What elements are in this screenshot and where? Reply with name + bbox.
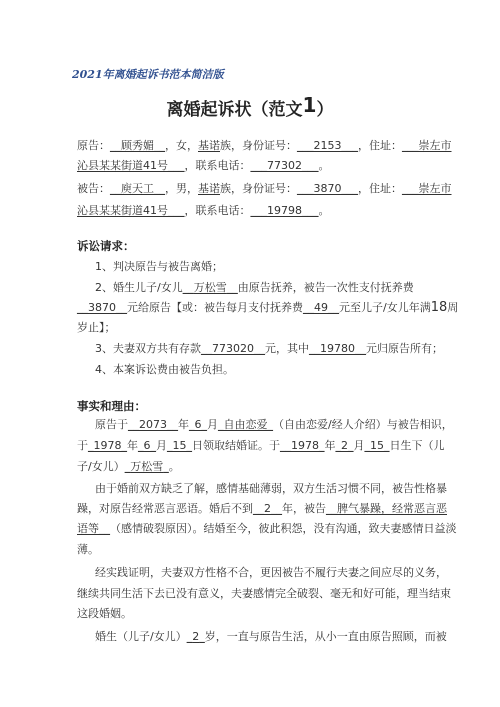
facts-p1-line2: 于_1978_年_6_月_15_日领取结婚证。于__1978_年_2_月_15_日生下（儿 bbox=[77, 439, 445, 452]
birth-day: _15_ bbox=[364, 439, 390, 452]
title-text: 离婚起诉状（范文 bbox=[166, 100, 303, 120]
defendant-ethnicity: 基诺 bbox=[198, 182, 220, 195]
facts-p2-line1: 由于婚前双方缺乏了解，感情基础薄弱，双方生活习惯不同，被告性格暴 bbox=[95, 482, 447, 495]
facts-heading: 事实和理由： bbox=[77, 399, 146, 413]
support-age: 18 bbox=[430, 300, 448, 315]
plaintiff-line-2: 沁县某某街道41号___，联系电话：___77302___。 bbox=[77, 159, 330, 172]
document-header: 2021年离婚起诉书范本简洁版 bbox=[72, 68, 224, 81]
defendant-gender: 男 bbox=[176, 182, 187, 195]
reg-month: _6_ bbox=[138, 439, 156, 452]
facts-p1-line1: 原告于__2073__年_6_月_自由恋爱_（自由恋爱/经人介绍）与被告相识， bbox=[95, 418, 453, 431]
facts-p3-line1: 经实践证明，夫妻双方性格不合，更因被告不履行夫妻之间应尽的义务， bbox=[95, 566, 447, 579]
claim-item-2-end: 岁止】； bbox=[77, 321, 116, 334]
deposit-share: __19780__ bbox=[309, 342, 366, 355]
plaintiff-phone: ___77302___ bbox=[250, 159, 319, 172]
defendant-address-a: ___崇左市 bbox=[402, 182, 452, 195]
child-age: _2_ bbox=[186, 630, 205, 643]
meet-year: __2073__ bbox=[128, 418, 178, 431]
facts-p3-line2: 继续共同生活下去已没有意义，夫妻感情完全破裂、毫无和好可能，理当结束 bbox=[77, 587, 451, 600]
meet-month: _6_ bbox=[189, 418, 207, 431]
bad-behavior: __脾气暴躁，经常恶言恶 bbox=[326, 502, 447, 515]
years-after-marriage: __2__ bbox=[253, 502, 282, 515]
birth-month: _2_ bbox=[335, 439, 354, 452]
facts-child-name: _万松雪_ bbox=[124, 460, 169, 473]
bad-behavior-cont: 语等__ bbox=[77, 522, 110, 535]
birth-year: __1978_ bbox=[280, 439, 325, 452]
plaintiff-line-1: 原告：__顾秀媚__，女，基诺族，身份证号：___2153___，住址：___崇左市 bbox=[77, 139, 452, 152]
claim-item-3: 3、夫妻双方共有存款__773020__元，其中__19780__元归原告所有； bbox=[95, 342, 443, 355]
defendant-name: __庾天工__ bbox=[110, 182, 165, 195]
title-number: 1 bbox=[302, 93, 317, 117]
title-close: ） bbox=[316, 100, 334, 120]
deposit-total: __773020__ bbox=[201, 342, 265, 355]
reg-day: _15_ bbox=[167, 439, 192, 452]
defendant-phone: ___19798___ bbox=[250, 204, 319, 217]
defendant-line-2: 沁县某某街道41号___，联系电话：___19798___。 bbox=[77, 204, 330, 217]
facts-p2-line3: 语等__（感情破裂原因）。结婚至今，彼此积怨，没有沟通，致夫妻感情日益淡 bbox=[77, 522, 457, 535]
reg-year: _1978_ bbox=[88, 439, 127, 452]
claim-item-1: 1、判决原告与被告离婚； bbox=[95, 260, 223, 273]
support-total: __3870__ bbox=[77, 301, 127, 314]
plaintiff-id: ___2153___ bbox=[297, 139, 358, 152]
plaintiff-address-b: 沁县某某街道41号___ bbox=[77, 159, 185, 172]
claim-item-4: 4、本案诉讼费由被告负担。 bbox=[95, 363, 234, 376]
defendant-address-b: 沁县某某街道41号___ bbox=[77, 204, 185, 217]
claim-item-2-cont: __3870__元给原告【或：被告每月支付抚养费__49__元至儿子/女儿年满18周 bbox=[77, 300, 459, 315]
plaintiff-address-a: ___崇左市 bbox=[402, 139, 452, 152]
plaintiff-name: __顾秀媚__ bbox=[110, 139, 165, 152]
claims-heading: 诉讼请求： bbox=[77, 239, 135, 253]
child-name: __万松雪__ bbox=[182, 281, 238, 294]
facts-p2-line2: 躁，对原告经常恶言恶语。婚后不到__2__年，被告__脾气暴躁，经常恶言恶 bbox=[77, 502, 447, 515]
support-monthly: __49__ bbox=[303, 301, 339, 314]
defendant-id: ___3870___ bbox=[297, 182, 358, 195]
document-title bbox=[0, 95, 500, 120]
plaintiff-gender: 女 bbox=[176, 139, 187, 152]
claim-item-2: 2、婚生儿子/女儿__万松雪__由原告抚养，被告一次性支付抚养费 bbox=[95, 281, 414, 294]
facts-p3-line3: 这段婚姻。 bbox=[77, 607, 132, 620]
plaintiff-ethnicity: 基诺 bbox=[198, 139, 220, 152]
meet-type: _自由恋爱_ bbox=[218, 418, 273, 431]
facts-p4-line1: 婚生（儿子/女儿）_2_岁，一直与原告生活，从小一直由原告照顾，而被 bbox=[95, 630, 447, 643]
defendant-line-1: 被告：__庾天工__，男，基诺族，身份证号：___3870___，住址：___崇左市 bbox=[77, 182, 452, 195]
facts-p1-line3: 子/女儿）_万松雪_。 bbox=[77, 460, 180, 473]
facts-p2-line4: 薄。 bbox=[77, 543, 99, 556]
